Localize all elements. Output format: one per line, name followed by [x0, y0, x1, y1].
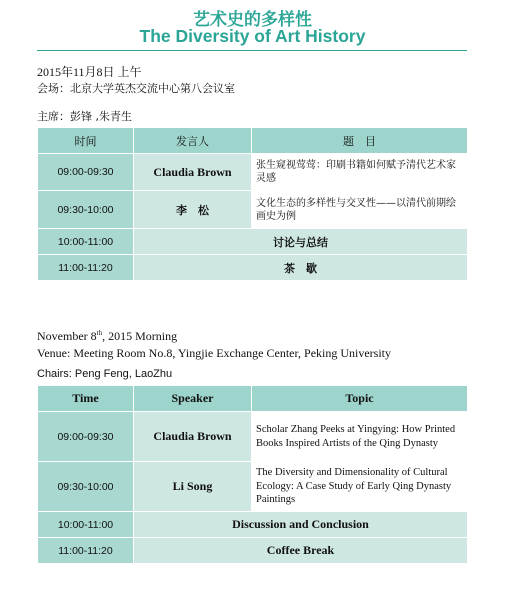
row-time: 09:30-10:00 — [38, 462, 134, 512]
row-topic: Scholar Zhang Peeks at Yingying: How Printed Books Inspired Artists of the Qing Dynasty — [252, 412, 468, 462]
schedule-table-chinese — [37, 127, 468, 281]
header-topic: Topic — [252, 386, 468, 412]
row-time: 11:00-11:20 — [38, 255, 134, 281]
en-date-prefix: November 8 — [37, 329, 97, 343]
row-speaker: 李 松 — [134, 191, 252, 229]
row-activity: Coffee Break — [134, 538, 468, 564]
table-row — [38, 538, 468, 564]
row-topic: The Diversity and Dimensionality of Cultural Ecology: A Case Study of Early Qing Dynasty Paintings — [252, 462, 468, 512]
header-topic: 题 目 — [252, 128, 468, 154]
row-time: 09:30-10:00 — [38, 191, 134, 229]
table-row — [38, 154, 468, 191]
en-venue: Venue: Meeting Room No.8, Yingjie Exchange Center, Peking University — [37, 346, 392, 360]
row-speaker: Claudia Brown — [134, 154, 252, 191]
title-chinese: 艺术史的多样性 — [193, 10, 312, 30]
row-speaker: Claudia Brown — [134, 412, 252, 462]
row-activity: Discussion and Conclusion — [134, 512, 468, 538]
title-english: The Diversity of Art History — [139, 26, 366, 46]
table-header-row — [38, 386, 468, 412]
table-row — [38, 462, 468, 512]
en-date-rest: , 2015 Morning — [102, 329, 178, 343]
header-time: 时间 — [38, 128, 134, 154]
row-topic: 文化生态的多样性与交叉性——以清代前期绘画史为例 — [252, 191, 468, 229]
en-date — [37, 329, 177, 344]
row-speaker: Li Song — [134, 462, 252, 512]
table-row — [38, 229, 468, 255]
row-time: 10:00-11:00 — [38, 229, 134, 255]
row-time: 10:00-11:00 — [38, 512, 134, 538]
en-date-suffix-ordinal: th — [96, 329, 103, 337]
table-header-row — [38, 128, 468, 154]
row-activity: 讨论与总结 — [134, 229, 468, 255]
cn-date: 2015年11月8日 上午 — [37, 65, 142, 79]
cn-chairs: 主席：彭锋 ,朱青生 — [37, 110, 132, 123]
row-time: 09:00-09:30 — [38, 412, 134, 462]
title-divider — [37, 50, 467, 51]
table-row — [38, 191, 468, 229]
table-row — [38, 512, 468, 538]
table-row — [38, 255, 468, 281]
header-time: Time — [38, 386, 134, 412]
row-activity: 茶 歇 — [134, 255, 468, 281]
cn-venue: 会场：北京大学英杰交流中心第八会议室 — [37, 82, 235, 95]
header-speaker: Speaker — [134, 386, 252, 412]
header-speaker: 发言人 — [134, 128, 252, 154]
row-topic: 张生窥视莺莺：印刷书籍如何赋予清代艺术家灵感 — [252, 154, 468, 191]
row-time: 09:00-09:30 — [38, 154, 134, 191]
row-time: 11:00-11:20 — [38, 538, 134, 564]
en-chairs: Chairs: Peng Feng, LaoZhu — [37, 368, 173, 380]
schedule-table-english — [37, 385, 468, 564]
table-row — [38, 412, 468, 462]
